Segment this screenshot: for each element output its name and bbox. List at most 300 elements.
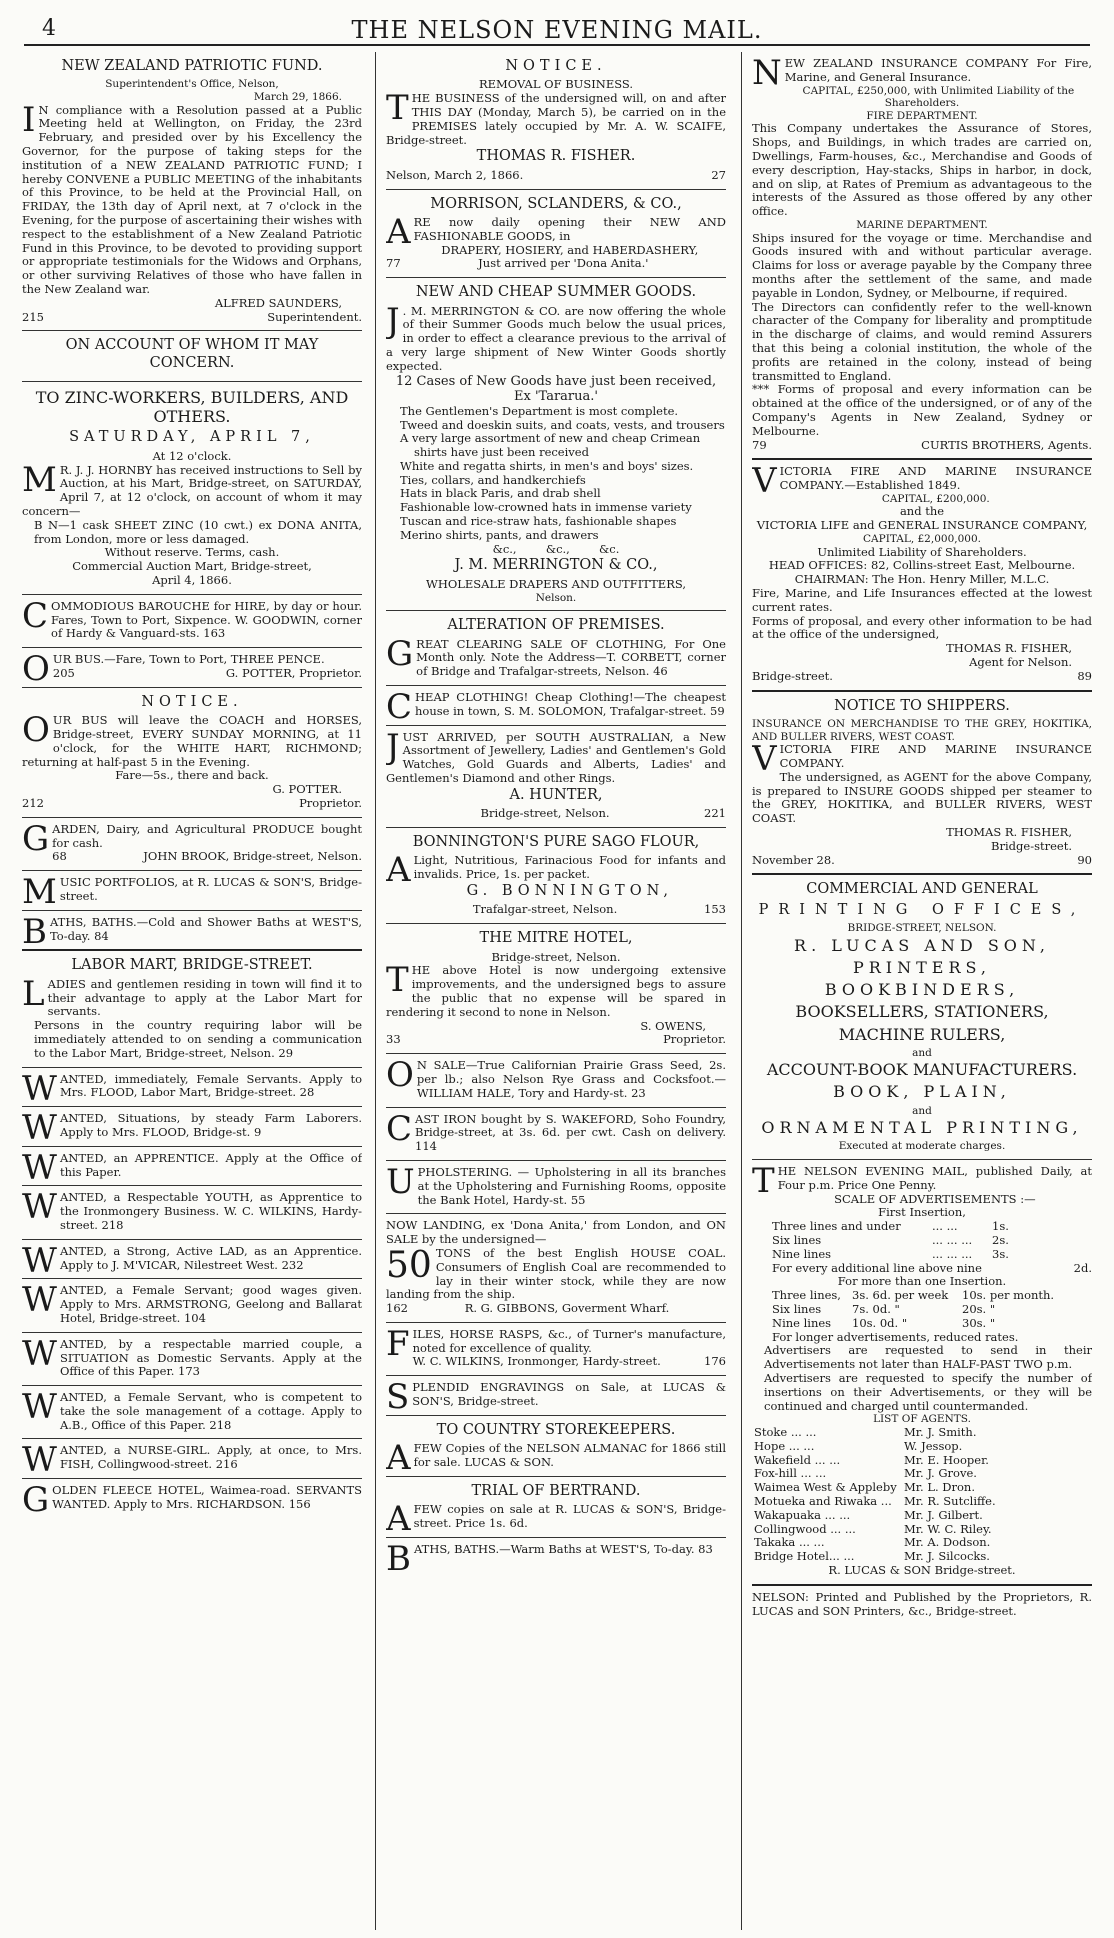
rate-label: Six lines — [772, 1302, 822, 1317]
drop-cap: C — [22, 595, 49, 636]
ad-number: 33 — [386, 1032, 401, 1047]
rate-price: 3s. — [992, 1246, 1009, 1261]
ad-number: 153 — [704, 902, 726, 917]
ad-hunter — [386, 726, 726, 828]
ad-number: 59 — [710, 703, 725, 718]
rate-row — [752, 1234, 1092, 1248]
agent-place: Bridge Hotel... ... — [754, 1549, 855, 1564]
agent-row — [752, 1536, 1092, 1550]
ad-text: Advertisers are requested to send in their Advertisements not later than HALF-PAST TWO p.m. — [764, 1343, 1092, 1372]
ad-number: 28 — [299, 1085, 315, 1100]
ad-number: 77 — [386, 256, 401, 271]
ad-date: April 4, 1866. — [152, 573, 232, 588]
ad-number: 104 — [183, 1310, 206, 1325]
ad-signature: G. BONNINGTON, — [466, 882, 673, 899]
ad-connector: and — [912, 1046, 932, 1059]
ad-number: 216 — [215, 1457, 238, 1472]
agent-name: W. Jessop. — [904, 1438, 963, 1453]
rate-label: Nine lines — [772, 1315, 832, 1330]
drop-cap: W — [22, 1240, 57, 1281]
ad-heading: NEW ZEALAND PATRIOTIC FUND. — [61, 58, 323, 74]
ad-signature: R. LUCAS & SON Bridge-street. — [828, 1562, 1016, 1577]
rate-row — [752, 1317, 1092, 1331]
ad-text: ILES, HORSE RASPS, &c., of Turner's manufacture, noted for excellence of quality. — [412, 1326, 726, 1355]
column-1 — [22, 52, 362, 1930]
ad-text: TONS of the best English HOUSE COAL. Consumers of English Coal are recommended to lay in their winter stock, while they are now landing from the ship. — [386, 1245, 726, 1302]
ad-address: BRIDGE-STREET, NELSON. — [847, 922, 997, 935]
ad-line: Hats in black Paris, and drab shell — [400, 486, 601, 501]
ad-place: Nelson, March 2, 1866. — [386, 167, 524, 182]
ad-quantity: 50 — [386, 1244, 432, 1286]
ad-heading: ON ACCOUNT OF WHOM IT MAY CONCERN. — [65, 337, 319, 371]
drop-cap: T — [386, 960, 409, 1001]
ad-number: 212 — [22, 796, 44, 810]
ad-title: Superintendent. — [267, 309, 362, 324]
rate-leader: ... ... — [932, 1219, 958, 1234]
ad-line: A very large assortment of new and cheap Crimean shirts have just been received — [400, 431, 701, 460]
ad-subheading: FIRE DEPARTMENT. — [866, 109, 978, 122]
agent-name: Mr. J. Grove. — [904, 1466, 977, 1481]
ad-number: 89 — [1077, 668, 1092, 683]
agent-name: Mr. J. Smith. — [904, 1424, 977, 1439]
agent-row — [752, 1523, 1092, 1537]
ad-concern — [22, 331, 362, 382]
ad-trade: MACHINE RULERS, — [838, 1024, 1006, 1044]
ad-line: Fashionable low-crowned hats in immense variety — [400, 500, 692, 515]
ad-barouche — [22, 595, 362, 648]
ad-trade: PRINTERS, — [852, 957, 991, 977]
ad-text: FEW copies on sale at R. LUCAS & SON'S, Bridge-street. Price 1s. 6d. — [413, 1502, 726, 1531]
agent-row — [752, 1481, 1092, 1495]
ad-heading: TRIAL OF BERTRAND. — [471, 1482, 641, 1499]
rate-row — [752, 1220, 1092, 1234]
ad-fare: Fare—5s., there and back. — [115, 768, 269, 783]
ad-text: AST IRON bought by S. WAKEFORD, Soho Foundry, Bridge-street, at 3s. 6d. per cwt. Cash on delivery. — [415, 1111, 726, 1140]
ad-number: 205 — [52, 666, 75, 681]
rate-row — [752, 1248, 1092, 1262]
agent-name: Mr. W. C. Riley. — [904, 1521, 992, 1536]
column-2 — [386, 52, 726, 1930]
ad-line: Merino shirts, pants, and drawers — [400, 527, 599, 542]
ad-capital: CAPITAL, £200,000. — [881, 492, 990, 505]
ad-text: UR BUS will leave the COACH and HORSES, Bridge-street, EVERY SUNDAY MORNING, at 11 o'clock, for the WHITE HART, RICHMOND; returning at half-past 5 in the Evening. — [22, 713, 362, 769]
agent-name: Mr. E. Hooper. — [904, 1452, 989, 1467]
agent-place: Motueka and Riwaka ... — [754, 1493, 892, 1508]
ad-text: For longer advertisements, reduced rates. — [772, 1329, 1019, 1344]
ad-wanted — [22, 1333, 362, 1386]
agent-row — [752, 1454, 1092, 1468]
ad-baths — [22, 911, 362, 952]
drop-cap: J — [386, 726, 400, 767]
drop-cap: B — [22, 911, 47, 952]
ad-mitre-hotel — [386, 924, 726, 1054]
ad-text: HEAP CLOTHING! Cheap Clothing!—The cheapest house in town, S. M. SOLOMON, Trafalgar-street. — [415, 690, 726, 718]
ad-text: The undersigned, as AGENT for the above Company, is prepared to INSURE GOODS shipped per steamer to the GREY, HOKITIKA, and BULLER RIVERS, WEST COAST. — [752, 769, 1092, 826]
rate-label: Three lines and under — [772, 1219, 901, 1234]
ad-signature: ALFRED SAUNDERS, — [214, 295, 342, 310]
ad-wanted — [22, 1386, 362, 1439]
rate-price: 2s. — [992, 1233, 1009, 1248]
ad-number: 84 — [94, 928, 109, 943]
ad-place: Bridge-street, Nelson. — [480, 806, 610, 821]
ad-number: 68 — [52, 849, 67, 864]
ad-files — [386, 1323, 726, 1376]
ad-signature: G. POTTER. — [272, 782, 342, 797]
ad-etc: &c., &c., &c. — [492, 541, 620, 556]
ad-number: 163 — [203, 626, 226, 641]
ad-cases: 12 Cases of New Goods have just been received, Ex 'Tararua.' — [395, 373, 717, 405]
ad-heading: THE MITRE HOTEL, — [479, 930, 633, 947]
ad-text: Fire, Marine, and Life Insurances effected at the lowest current rates. — [752, 586, 1092, 614]
page-number: 4 — [42, 16, 56, 41]
ad-signature: W. C. WILKINS, Ironmonger, Hardy-street. — [412, 1354, 661, 1369]
ad-number: 9 — [253, 1124, 262, 1139]
drop-cap: W — [22, 1147, 57, 1188]
ad-terms: Without reserve. Terms, cash. — [104, 545, 280, 560]
rate-label: Nine lines — [772, 1246, 832, 1261]
ad-subheading: INSURANCE ON MERCHANDISE TO THE GREY, HOKITIKA, AND BULLER RIVERS, WEST COAST. — [752, 718, 1092, 743]
agent-name: Mr. A. Dodson. — [904, 1535, 991, 1550]
ad-our-bus — [22, 648, 362, 688]
ad-chairman: CHAIRMAN: The Hon. Henry Miller, M.L.C. — [794, 572, 1050, 587]
ad-trade: BOOKBINDERS, — [824, 980, 1020, 1000]
drop-cap: U — [386, 1161, 415, 1202]
ad-nz-insurance — [752, 52, 1092, 460]
drop-cap: B — [386, 1538, 411, 1579]
ad-subheading: MARINE DEPARTMENT. — [856, 218, 988, 231]
agent-place: Takaka ... ... — [754, 1535, 825, 1550]
ad-place: Trafalgar-street, Nelson. — [472, 902, 618, 917]
drop-cap: O — [386, 1055, 414, 1096]
drop-cap: G — [22, 818, 50, 859]
ad-text: OLDEN FLEECE HOTEL, Waimea-road. SERVANTS WANTED. Apply to Mrs. RICHARDSON. — [52, 1483, 362, 1511]
ad-subheading: Bridge-street, Nelson. — [491, 949, 621, 964]
ad-text: ICTORIA FIRE AND MARINE INSURANCE COMPANY.—Established 1849. — [779, 464, 1092, 493]
ad-text: Persons in the country requiring labor will be immediately attended to on sending a communication to the Labor Mart, Bridge-street, Nelson. — [34, 1018, 362, 1060]
drop-cap: A — [386, 850, 411, 891]
ad-text: ANTED, an APPRENTICE. Apply at the Office of this Paper. — [59, 1150, 362, 1179]
ad-grass-seed — [386, 1054, 726, 1107]
ad-text: ANTED, a Strong, Active LAD, as an Apprentice. Apply to J. M'VICAR, Nilestreet West. — [59, 1243, 362, 1272]
agent-row — [752, 1495, 1092, 1509]
ad-signature: R. G. GIBBONS, Goverment Wharf. — [464, 1301, 670, 1316]
ad-text: ATHS, BATHS.—Cold and Shower Baths at WEST'S, To-day. — [50, 914, 362, 943]
ad-text: HE BUSINESS of the undersigned will, on and after THIS DAY (Monday, March 5), be carried on in the PREMISES lately occupied by Mr. A. W. SCAIFE, Bridge-street. — [386, 91, 726, 147]
ad-signature: S. OWENS, — [640, 1018, 706, 1033]
drop-cap: W — [22, 1108, 57, 1149]
rate-label: Three lines, — [772, 1288, 841, 1303]
rate-label: For every additional line above nine — [772, 1260, 982, 1275]
ad-wanted — [22, 1147, 362, 1187]
ad-heading: MORRISON, SCLANDERS, & CO., — [430, 195, 682, 212]
ad-signature: THOMAS R. FISHER, — [946, 825, 1072, 839]
drop-cap: V — [752, 461, 777, 502]
ad-number: 23 — [631, 1085, 646, 1100]
agent-name: Mr. J. Silcocks. — [904, 1549, 990, 1564]
ad-alteration — [386, 611, 726, 686]
ad-text: HE above Hotel is now undergoing extensive improvements, and the undersigned begs to assure the public that no expense will be spared in rendering it second to none in Nelson. — [386, 963, 726, 1019]
drop-cap: C — [386, 1108, 413, 1149]
drop-cap: W — [22, 1068, 57, 1109]
ad-text: ANTED, a NURSE-GIRL. Apply, at once, to Mrs. FISH, Collingwood-street. — [59, 1443, 362, 1472]
ad-date: November 28. — [752, 852, 835, 867]
ad-text: R. J. J. HORNBY has received instructions to Sell by Auction, at his Mart, Bridge-street, on SATURDAY, April 7, at 12 o'clock, on account of whom it may concern— — [22, 462, 362, 519]
rate-leader: ... ... ... — [932, 1246, 973, 1261]
rate-monthly: 20s. " — [962, 1302, 996, 1317]
ad-number: 83 — [698, 1541, 713, 1556]
ad-number: 27 — [711, 167, 726, 182]
ad-text: This Company undertakes the Assurance of Stores, Shops, and Buildings, in which trades are carried on, Dwellings, Farm-houses, &c., Merchandise and Goods of every description, Hay-stacks, Ships in harbor, in dock, and on slip, at Rates of Premium as advantageous to the interests of the Assured as those offered by any other office. — [752, 121, 1092, 219]
ad-bus-notice — [22, 688, 362, 818]
ad-text: RE now daily opening their NEW AND FASHIONABLE GOODS, in — [413, 214, 726, 243]
ad-text: For more than one Insertion. — [837, 1274, 1007, 1289]
rate-weekly: 7s. 0d. " — [852, 1302, 900, 1317]
ad-text: ANTED, immediately, Female Servants. Apply to Mrs. FLOOD, Labor Mart, Bridge-street. — [59, 1071, 362, 1100]
drop-cap: W — [22, 1333, 57, 1374]
rate-row — [752, 1289, 1092, 1303]
ad-heading: NOTICE. — [505, 58, 607, 74]
ad-number: 215 — [22, 309, 44, 324]
ad-number: 218 — [101, 1217, 124, 1232]
ad-notice-to-shippers — [752, 692, 1092, 876]
drop-cap: O — [22, 649, 50, 690]
ad-offices: HEAD OFFICES: 82, Collins-street East, Melbourne. — [768, 558, 1076, 573]
agent-place: Hope ... ... — [754, 1438, 815, 1453]
ad-date: March 29, 1866. — [253, 90, 342, 103]
ad-text: ADIES and gentlemen residing in town will find it to their advantage to apply at the Labor Mart for servants. — [47, 976, 362, 1019]
agent-row — [752, 1440, 1092, 1454]
ad-place: Bridge-street. — [752, 668, 833, 683]
ad-subheading: LIST OF AGENTS. — [873, 1413, 971, 1426]
drop-cap: A — [386, 1438, 411, 1479]
rate-monthly: 30s. " — [962, 1315, 996, 1330]
drop-cap: G — [386, 633, 414, 674]
ad-garden — [22, 818, 362, 871]
ad-text: ANTED, a Female Servant; good wages given. Apply to Mrs. ARMSTRONG, Geelong and Ballarat Hotel, Bridge-street. — [59, 1283, 362, 1325]
ad-heading: PRINTING OFFICES, — [758, 901, 1086, 918]
ad-wanted — [22, 1240, 362, 1280]
drop-cap: N — [752, 53, 782, 93]
ad-place: Nelson. — [535, 591, 577, 604]
ad-capital: CAPITAL, £2,000,000. — [863, 533, 981, 546]
ad-signature: THOMAS R. FISHER, — [946, 641, 1072, 656]
ad-text: N SALE—True Californian Prairie Grass Seed, 2s. per lb.; also Nelson Rye Grass and Cocksfoot.—WILLIAM HALE, Tory and Hardy-st. — [416, 1058, 726, 1100]
ad-number: 114 — [415, 1139, 437, 1154]
drop-cap: V — [752, 739, 777, 780]
ad-line: Tweed and doeskin suits, and coats, vests, and trousers — [400, 417, 725, 432]
drop-cap: M — [22, 459, 57, 500]
ad-text: Ships insured for the voyage or time. Merchandise and Goods insured with and without particular average. Claims for loss or average payable by the Company three months after the settlement of the same, and made payable in London, Sydney, or Melbourne, if required. — [752, 230, 1092, 300]
ad-mart: Commercial Auction Mart, Bridge-street, — [72, 559, 312, 574]
ad-engravings — [386, 1376, 726, 1416]
drop-cap: O — [22, 710, 50, 751]
agent-place: Waimea West & Appleby — [754, 1480, 897, 1495]
ad-heading: TO ZINC-WORKERS, BUILDERS, AND OTHERS. — [35, 388, 349, 427]
ad-text: N compliance with a Resolution passed at a Public Meeting held at Wellington, on Friday, the 23rd February, and presided over by his Excellency the Governor, for the purpose of taking steps for the institution of a NEW ZEALAND PATRIOTIC FUND; I hereby CONVENE a PUBLIC MEETING of the inhabitants of this Province, to be held at the Provincial Hall, on FRIDAY, the 13th day of April next, at 7 o'clock in the Evening, for the purpose of ascertaining their wishes with respect to the establishment of a New Zealand Patriotic Fund in this Province, to be devoted to providing support or appropriate testimonials for the Widows and Orphans, or other surviving Relatives of those who have fallen in the New Zealand war. — [22, 102, 362, 296]
ad-number: 221 — [704, 806, 726, 821]
ad-text: First Insertion, — [878, 1205, 966, 1220]
ad-text: . M. MERRINGTON & CO. are now offering the whole of their Summer Goods much below the usual prices, in order to effect a clearance previous to the arrival of a very large shipment of New Winter Goods shortly expected. — [386, 303, 726, 373]
ad-wanted — [22, 1068, 362, 1108]
ad-trade: BOOK, PLAIN, — [833, 1082, 1011, 1102]
agent-place: Wakapuaka ... ... — [754, 1507, 851, 1522]
ad-trial-of-bertrand — [386, 1477, 726, 1538]
imprint-text: NELSON: Printed and Published by the Proprietors, R. LUCAS and SON Printers, &c., Bridge-street. — [752, 1589, 1092, 1618]
imprint — [752, 1586, 1092, 1625]
ad-title: Agent for Nelson. — [969, 655, 1072, 670]
ad-text: USIC PORTFOLIOS, at R. LUCAS & SON'S, Bridge-street. — [59, 875, 362, 903]
drop-cap: W — [22, 1187, 57, 1228]
ad-number: 90 — [1077, 852, 1092, 867]
ad-number: 218 — [209, 1417, 232, 1432]
ad-text: HE NELSON EVENING MAIL, published Daily, at Four p.m. Price One Penny. — [777, 1164, 1092, 1192]
ad-firm: R. LUCAS AND SON, — [794, 935, 1050, 955]
ad-subheading: SCALE OF ADVERTISEMENTS :— — [834, 1191, 1036, 1206]
drop-cap: A — [386, 1499, 411, 1540]
ad-text: PHOLSTERING. — Upholstering in all its branches at the Upholstering and Furnishing Rooms, opposite the Bank Hotel, Hardy-st. — [417, 1164, 726, 1207]
ad-text: ICTORIA FIRE AND MARINE INSURANCE COMPANY. — [779, 742, 1092, 771]
drop-cap: I — [22, 99, 36, 140]
drop-cap: W — [22, 1440, 57, 1481]
ad-time: At 12 o'clock. — [152, 448, 232, 463]
ad-warm-baths — [386, 1538, 726, 1579]
drop-cap: A — [386, 211, 411, 252]
ad-text: ARDEN, Dairy, and Agricultural PRODUCE bought for cash. — [52, 821, 362, 850]
ad-text: FEW Copies of the NELSON ALMANAC for 1866 still for sale. LUCAS & SON. — [413, 1441, 726, 1470]
ad-number: 79 — [752, 437, 767, 452]
agent-row — [752, 1509, 1092, 1523]
ad-text: The Directors can confidently refer to the well-known character of the Company for liberality and promptitude in the discharge of claims, and would remind Assurers that this being a colonial institution, the whole of the profits are retained in the colony, instead of being transmitted to England. — [752, 299, 1092, 383]
ad-upholstering — [386, 1161, 726, 1214]
ad-heading: NOTICE TO SHIPPERS. — [834, 697, 1010, 714]
ad-connector: and the — [899, 504, 945, 519]
ad-item: —1 cask SHEET ZINC (10 cwt.) ex DONA ANITA, from London, more or less damaged. — [34, 517, 362, 546]
ad-labor-mart — [22, 951, 362, 1067]
ad-line: The Gentlemen's Department is most complete. — [400, 403, 679, 418]
ad-number: 162 — [386, 1301, 408, 1316]
ad-number: 55 — [570, 1192, 586, 1207]
agent-name: Mr. L. Dron. — [904, 1480, 975, 1495]
ad-text: Advertisers are requested to specify the number of insertions on their Advertisements, or they will be continued and charged until countermanded. — [764, 1371, 1092, 1413]
ad-sago-flour — [386, 828, 726, 924]
ad-line: White and regatta shirts, in men's and boys' sizes. — [400, 458, 694, 473]
drop-cap: C — [386, 687, 413, 728]
ad-title: Proprietor. — [663, 1032, 726, 1047]
ad-heading: NEW AND CHEAP SUMMER GOODS. — [415, 284, 697, 301]
masthead — [24, 14, 1090, 46]
agent-place: Fox-hill ... ... — [754, 1466, 827, 1481]
drop-cap: L — [22, 973, 45, 1014]
ad-text: EW ZEALAND INSURANCE COMPANY For Fire, Marine, and General Insurance. — [784, 56, 1092, 84]
ad-trade: BOOKSELLERS, STATIONERS, — [795, 1002, 1049, 1022]
ad-text: Executed at moderate charges. — [838, 1140, 1006, 1153]
ad-number: 232 — [281, 1257, 304, 1272]
rate-leader: ... ... ... — [932, 1233, 973, 1248]
ad-capital: CAPITAL, £250,000, with Unlimited Liability of the Shareholders. — [802, 84, 1075, 110]
ad-line: DRAPERY, HOSIERY, and HABERDASHERY, — [441, 242, 699, 257]
drop-cap: T — [752, 1161, 775, 1202]
ad-number: 156 — [288, 1496, 311, 1511]
ad-connector: and — [912, 1104, 932, 1117]
ad-number: 29 — [278, 1045, 294, 1060]
rate-label: Six lines — [772, 1233, 822, 1248]
ad-removal-notice — [386, 52, 726, 190]
ad-patriotic-fund — [22, 52, 362, 331]
ad-trade: ACCOUNT-BOOK MANUFACTURERS. — [766, 1060, 1078, 1080]
ad-day: SATURDAY, APRIL 7, — [69, 429, 315, 446]
rate-weekly: 3s. 6d. per week — [852, 1288, 949, 1303]
rate-price: 1s. — [992, 1219, 1009, 1234]
rate-weekly: 10s. 0d. " — [852, 1315, 908, 1330]
ad-signature: CURTIS BROTHERS, Agents. — [921, 437, 1092, 452]
ad-text: UST ARRIVED, per SOUTH AUSTRALIAN, a New Assortment of Jewellery, Ladies' and Gentlemen's Gold Watches, Gold Guards and Alberts, Ladies' and Gentlemen's Diamond and other Rings. — [386, 729, 726, 786]
ad-place: Bridge-street. — [991, 838, 1072, 853]
ad-wanted — [22, 1439, 362, 1479]
drop-cap: W — [22, 1280, 57, 1321]
ad-music — [22, 871, 362, 911]
ad-heading: ALTERATION OF PREMISES. — [447, 617, 665, 634]
ad-signature: JOHN BROOK, Bridge-street, Nelson. — [143, 849, 362, 864]
column-rule — [375, 52, 376, 1930]
agent-place: Wakefield ... ... — [754, 1452, 841, 1467]
ad-line: Tuscan and rice-straw hats, fashionable shapes — [400, 514, 677, 529]
ad-evening-mail — [752, 1160, 1092, 1586]
drop-cap: W — [22, 1387, 57, 1428]
rate-price: 2d. — [1073, 1260, 1092, 1275]
ad-heading: BONNINGTON'S PURE SAGO FLOUR, — [412, 834, 700, 850]
ad-heading: COMMERCIAL AND GENERAL — [806, 881, 1038, 898]
ad-heading: NOTICE. — [141, 693, 243, 710]
drop-cap: G — [22, 1480, 50, 1521]
agent-place: Collingwood ... ... — [754, 1521, 856, 1536]
drop-cap: M — [22, 872, 57, 913]
ad-signature: G. POTTER, Proprietor. — [225, 666, 362, 681]
ad-wanted — [22, 1186, 362, 1239]
ad-trade: WHOLESALE DRAPERS AND OUTFITTERS, — [426, 576, 686, 591]
ad-golden-fleece — [22, 1479, 362, 1521]
rate-monthly: 10s. per month. — [962, 1288, 1055, 1303]
ad-summer-goods — [386, 278, 726, 611]
ad-morrison — [386, 190, 726, 279]
ad-number: 173 — [178, 1364, 200, 1379]
ad-text: ANTED, a Respectable YOUTH, as Apprentice to the Ironmongery Business. W. C. WILKINS, Hardy-street. — [59, 1190, 362, 1232]
ad-zinc — [22, 382, 362, 595]
ad-victoria-insurance — [752, 460, 1092, 691]
ad-cast-iron — [386, 1108, 726, 1161]
rate-row — [752, 1303, 1092, 1317]
ad-heading: TO COUNTRY STOREKEEPERS. — [436, 1421, 676, 1438]
agent-name: Mr. R. Sutcliffe. — [904, 1493, 996, 1508]
ad-subheading: REMOVAL OF BUSINESS. — [478, 77, 634, 92]
ad-text: ATHS, BATHS.—Warm Baths at WEST'S, To-day. — [414, 1541, 695, 1556]
ad-text: ANTED, a Female Servant, who is competent to take the sole management of a cottage. Apply to A.B., Office of this Paper. — [59, 1390, 362, 1432]
ad-arrival: Just arrived per 'Dona Anita.' — [478, 256, 649, 271]
ad-heading: LABOR MART, BRIDGE-STREET. — [71, 957, 313, 974]
ad-wanted — [22, 1279, 362, 1332]
ad-text: Light, Nutritious, Farinacious Food for infants and invalids. Price, 1s. per packet. — [413, 853, 726, 882]
ad-subheading: VICTORIA LIFE and GENERAL INSURANCE COMPANY, — [756, 518, 1088, 533]
ad-lead: NOW LANDING, ex 'Dona Anita,' from London, and ON SALE by the undersigned— — [386, 1218, 726, 1247]
paper-title: THE NELSON EVENING MAIL. — [351, 16, 763, 44]
ad-mark: B N — [34, 517, 59, 532]
ad-text: UR BUS.—Fare, Town to Port, THREE PENCE. — [52, 652, 325, 667]
agent-name: Mr. J. Gilbert. — [904, 1507, 983, 1522]
ad-text: OMMODIOUS BAROUCHE for HIRE, by day or hour. Fares, Town to Port, Sixpence. W. GOODWIN, corner of Hardy & Vanguard-sts. — [51, 598, 362, 641]
ad-text: PLENDID ENGRAVINGS on Sale, at LUCAS & SON'S, Bridge-street. — [412, 1380, 726, 1409]
agent-row — [752, 1467, 1092, 1481]
ad-line: Ties, collars, and handkerchiefs — [400, 472, 586, 487]
agent-place: Stoke ... ... — [754, 1424, 817, 1439]
